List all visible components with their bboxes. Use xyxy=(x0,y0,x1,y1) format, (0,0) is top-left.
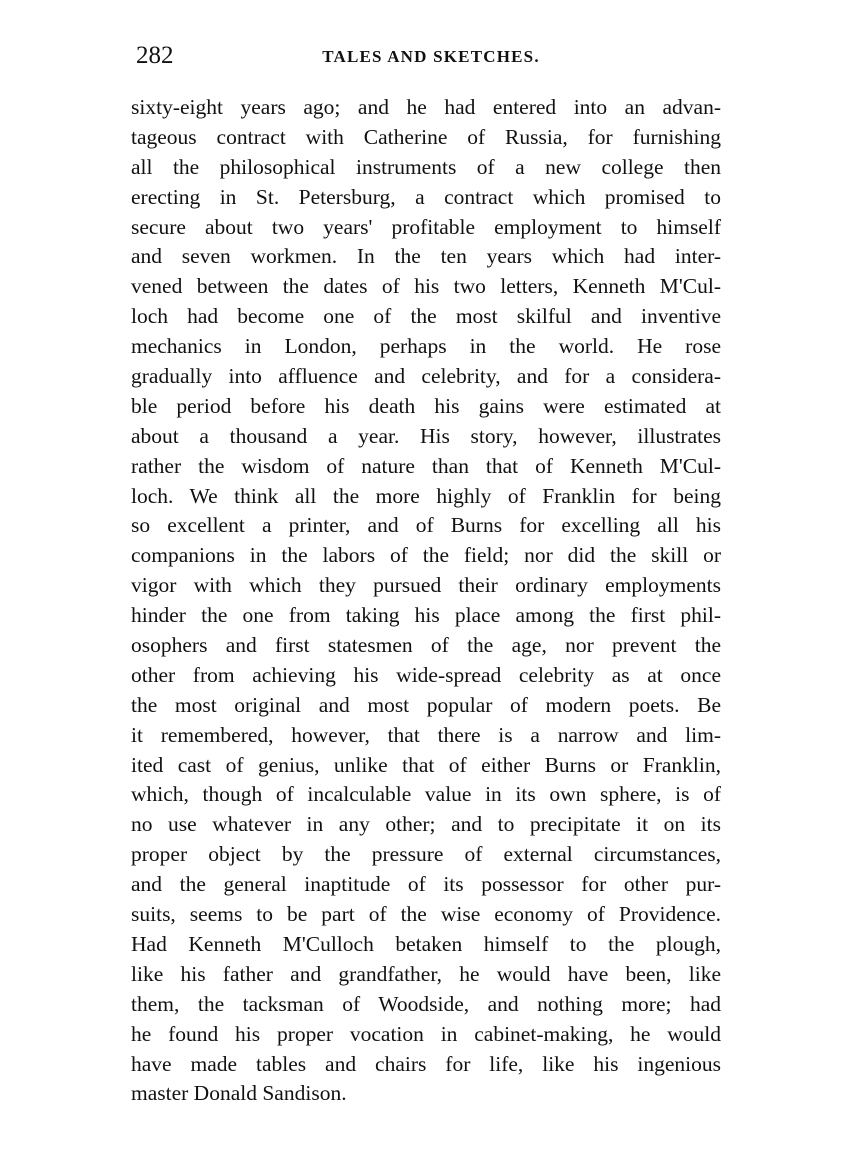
text-line: hinder the one from taking his place among the first phil- xyxy=(131,603,721,628)
text-line: have made tables and chairs for life, like his ingenious xyxy=(131,1051,721,1076)
text-line: gradually into affluence and celebrity, and for a considera- xyxy=(131,364,721,389)
text-line: mechanics in London, perhaps in the world. He rose xyxy=(131,334,721,359)
text-line: vigor with which they pursued their ordinary employments xyxy=(131,573,721,598)
text-line: all the philosophical instruments of a new college then xyxy=(131,154,721,179)
text-line: osophers and first statesmen of the age, nor prevent the xyxy=(131,633,721,658)
page-header xyxy=(136,40,726,72)
text-line: loch had become one of the most skilful and inventive xyxy=(131,304,721,329)
text-line: rather the wisdom of nature than that of Kenneth M'Cul- xyxy=(131,453,721,478)
text-line: vened between the dates of his two letters, Kenneth M'Cul- xyxy=(131,274,721,299)
text-line: it remembered, however, that there is a narrow and lim- xyxy=(131,722,721,747)
running-head: TALES AND SKETCHES. xyxy=(322,47,540,66)
text-line: sixty-eight years ago; and he had entered into an advan- xyxy=(131,95,721,119)
text-line: like his father and grandfather, he would have been, like xyxy=(131,961,721,986)
text-line: erecting in St. Petersburg, a contract which promised to xyxy=(131,184,721,209)
text-line: master Donald Sandison. xyxy=(131,1081,347,1106)
text-line: other from achieving his wide-spread celebrity as at once xyxy=(131,662,721,687)
body-text xyxy=(131,93,721,1109)
text-line: tageous contract with Catherine of Russia, for furnishing xyxy=(131,124,721,149)
text-line: about a thousand a year. His story, however, illustrates xyxy=(131,423,721,448)
text-line: so excellent a printer, and of Burns for excelling all his xyxy=(131,513,721,538)
text-line: secure about two years' profitable employment to himself xyxy=(131,214,721,239)
text-line: and the general inaptitude of its possessor for other pur- xyxy=(131,872,721,897)
text-line: which, though of incalculable value in its own sphere, is of xyxy=(131,782,721,807)
text-line: ited cast of genius, unlike that of either Burns or Franklin, xyxy=(131,752,721,777)
text-line: suits, seems to be part of the wise economy of Providence. xyxy=(131,902,721,927)
page-number: 282 xyxy=(136,42,174,69)
text-line: ble period before his death his gains were estimated at xyxy=(131,393,721,418)
text-line: them, the tacksman of Woodside, and nothing more; had xyxy=(131,991,721,1016)
text-line: the most original and most popular of modern poets. Be xyxy=(131,692,721,717)
text-line: he found his proper vocation in cabinet-making, he would xyxy=(131,1021,721,1046)
text-line: Had Kenneth M'Culloch betaken himself to the plough, xyxy=(131,931,721,956)
text-line: no use whatever in any other; and to precipitate it on its xyxy=(131,812,721,837)
text-line: companions in the labors of the field; nor did the skill or xyxy=(131,543,721,568)
text-line: and seven workmen. In the ten years which had inter- xyxy=(131,244,721,269)
text-line: loch. We think all the more highly of Franklin for being xyxy=(131,483,721,508)
text-line: proper object by the pressure of external circumstances, xyxy=(131,842,721,867)
